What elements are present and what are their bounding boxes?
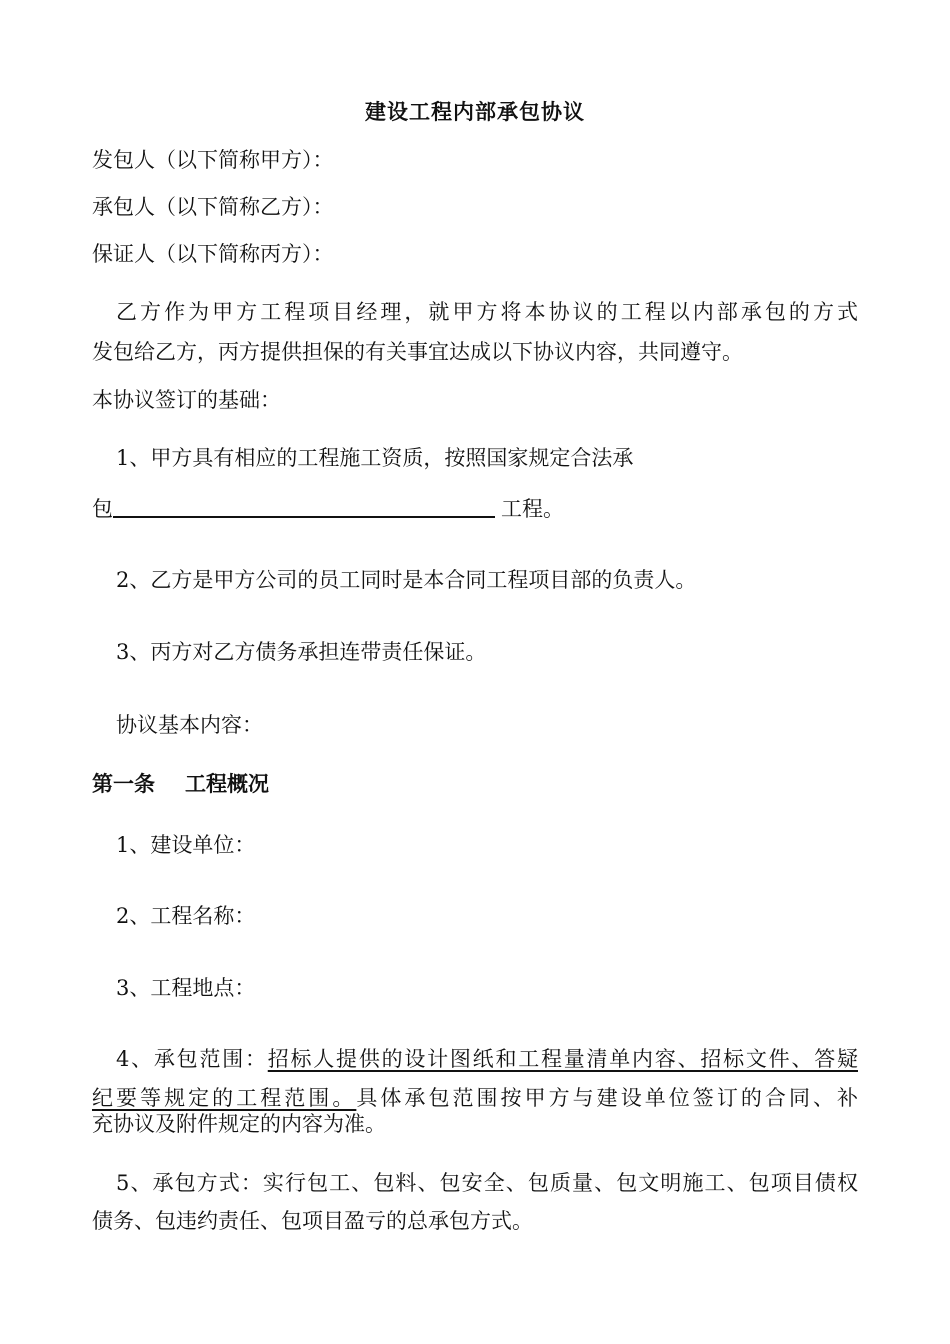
item-1-construction-unit: 1、建设单位： [116,833,256,857]
item-5-line-1: 5、承包方式：实行包工、包料、包安全、包质量、包文明施工、包项目债权 [116,1171,858,1195]
article-1-label: 第一条 [92,771,155,796]
document-title: 建设工程内部承包协议 [365,99,585,124]
item-4-underlined-scope-a: 招标人提供的设计图纸和工程量清单内容、招标文件、答疑 [267,1047,858,1071]
basis-heading: 本协议签订的基础： [92,388,281,412]
item-5-line-2: 债务、包违约责任、包项目盈亏的总承包方式。 [92,1209,533,1233]
item-3-project-location: 3、工程地点： [116,976,256,1000]
item-4-underlined-scope-b: 纪要等规定的工程范围。 [92,1086,357,1110]
intro-paragraph-line-1: 乙方作为甲方工程项目经理，就甲方将本协议的工程以内部承包的方式 [116,300,858,324]
intro-paragraph-line-2: 发包给乙方，丙方提供担保的有关事宜达成以下协议内容，共同遵守。 [92,340,743,364]
basis-item-1-line-2 [92,494,564,522]
party-a-line: 发包人（以下简称甲方）： [92,148,334,172]
party-c-line: 保证人（以下简称丙方）： [92,242,334,266]
article-1-heading [92,771,269,797]
basis-item-1-suffix: 工程。 [501,497,564,521]
basis-item-1-prefix: 包 [92,497,113,521]
item-4-label: 4、承包范围： [116,1047,268,1071]
item-4-line-3: 充协议及附件规定的内容为准。 [92,1112,386,1136]
item-2-project-name: 2、工程名称： [116,904,256,928]
basis-item-3: 3、丙方对乙方债务承担连带责任保证。 [116,640,487,664]
content-heading: 协议基本内容： [116,713,263,737]
party-b-line: 承包人（以下简称乙方）： [92,195,334,219]
basis-item-2: 2、乙方是甲方公司的员工同时是本合同工程项目部的负责人。 [116,568,697,592]
item-4-line-1 [116,1046,858,1072]
basis-item-1-line-1: 1、甲方具有相应的工程施工资质，按照国家规定合法承 [116,446,634,470]
project-name-blank [113,494,495,518]
article-1-title: 工程概况 [185,771,269,796]
item-4-rest: 具体承包范围按甲方与建设单位签订的合同、补 [356,1086,859,1110]
item-4-line-2 [92,1085,858,1111]
